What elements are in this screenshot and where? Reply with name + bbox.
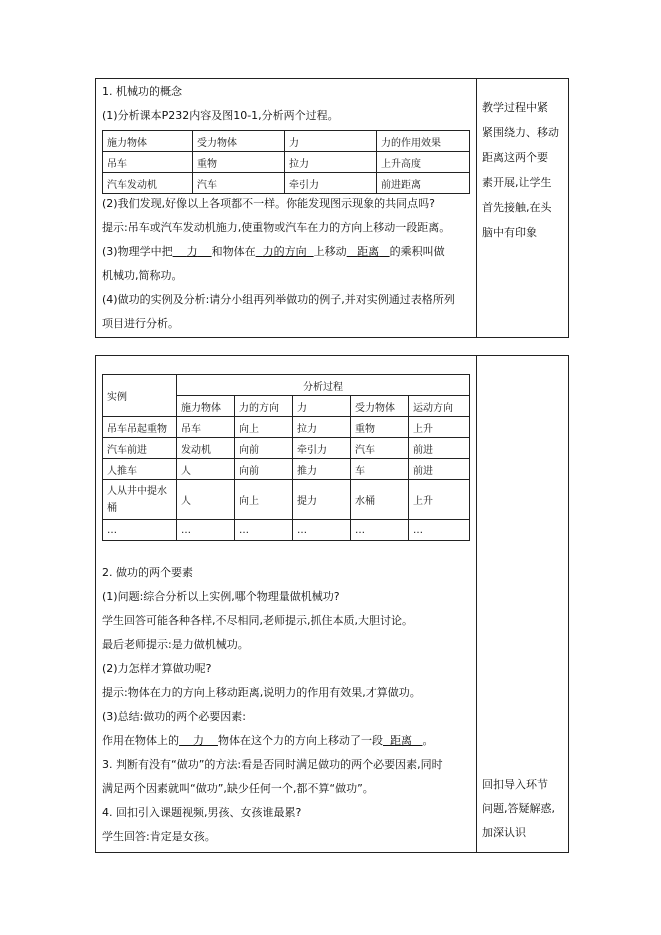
paragraph: 3. 判断有没有“做功”的方法:看是否同时满足做功的两个必要因素,同时 [102,758,443,771]
side-note-column [476,79,477,337]
paragraph: (3)总结:做功的两个必要因素: [102,710,246,723]
table-cell: 人 [177,459,235,480]
side-note-line: 紧围绕力、移动 [482,126,559,139]
paragraph: 提示:物体在力的方向上移动距离,说明力的作用有效果,才算做功。 [102,686,421,699]
table-cell: 上升 [409,480,470,520]
table-header-cell: 运动方向 [409,396,470,417]
table-cell: 重物 [193,152,285,173]
process-table [102,130,470,194]
cell-line: 人从井中提水 [107,485,167,497]
blank-answer [173,245,212,258]
table-row [103,459,470,480]
paragraph: (1)分析课本P232内容及图10-1,分析两个过程。 [102,109,339,122]
table-cell: 重物 [351,417,409,438]
table-cell: 汽车 [351,438,409,459]
side-note-line: 教学过程中紧 [482,101,548,114]
blank-answer [256,245,314,258]
table-header-cell: 力的作用效果 [377,131,470,152]
table-cell: 吊车 [177,417,235,438]
table-cell: 汽车 [193,173,285,194]
paragraph: 提示:吊车或汽车发动机施力,使重物或汽车在力的方向上移动一段距离。 [102,221,451,234]
text-span: 的乘积叫做 [389,245,445,258]
table-header-cell: 受力物体 [193,131,285,152]
table-cell: 车 [351,459,409,480]
analysis-table [102,374,470,541]
table-cell: 吊车吊起重物 [103,417,177,438]
side-note-line: 距离这两个要 [482,151,548,164]
blank-answer-text: 力的方向 [262,245,307,258]
paragraph: (2)力怎样才算做功呢? [102,662,212,675]
table-cell [103,480,177,520]
side-note-line: 问题,答疑解惑, [482,802,555,815]
table-row [103,152,470,173]
text-span: 上移动 [313,245,347,258]
table-cell: 上升高度 [377,152,470,173]
blank-answer [347,245,390,258]
section-heading: 2. 做功的两个要素 [102,566,193,579]
side-note-line: 脑中有印象 [482,226,537,239]
paragraph: 学生回答可能各种各样,不尽相同,老师提示,抓住本质,大胆讨论。 [102,614,413,627]
side-note-line: 回扣导入环节 [482,778,548,791]
table-cell: 发动机 [177,438,235,459]
lesson-box-2 [95,355,569,853]
table-row [103,480,470,520]
table-cell: 吊车 [103,152,193,173]
blank-answer-text: 距离 [390,734,412,747]
table-cell: 牵引力 [293,438,351,459]
table-header-cell: 实例 [103,375,177,417]
blank-answer [179,734,218,747]
side-note-line: 加深认识 [482,826,526,839]
table-cell: 向上 [235,417,293,438]
table-header-cell: 受力物体 [351,396,409,417]
table-cell: 拉力 [285,152,377,173]
table-header-cell: 力的方向 [235,396,293,417]
paragraph: (2)我们发现,好像以上各项都不一样。你能发现图示现象的共同点吗? [102,197,435,210]
table-cell: 前进 [409,459,470,480]
paragraph: (1)问题:综合分析以上实例,哪个物理量做机械功? [102,590,340,603]
table-cell: 上升 [409,417,470,438]
blank-answer-text: 距离 [357,245,380,258]
definition-line [102,245,445,259]
table-cell: … [235,520,293,541]
table-cell: 推力 [293,459,351,480]
side-note-line: 首先接触,在头 [482,201,552,214]
table-cell: … [409,520,470,541]
table-cell: … [351,520,409,541]
side-note-line: 素开展,让学生 [482,176,552,189]
text-span: 作用在物体上的 [102,734,179,747]
text-span: 物体在这个力的方向上移动了一段 [218,734,383,747]
section-heading: 1. 机械功的概念 [102,85,182,98]
table-cell: 汽车发动机 [103,173,193,194]
paragraph: 项目进行分析。 [102,317,179,330]
table-header-row [103,375,470,396]
table-header-cell: 施力物体 [177,396,235,417]
table-row [103,520,470,541]
table-cell: … [103,520,177,541]
text-span: 。 [422,734,434,747]
table-header-cell: 分析过程 [177,375,470,396]
paragraph: 机械功,简称功。 [102,269,183,282]
blank-answer-text: 力 [193,734,204,747]
summary-line [102,734,434,748]
table-header-cell: 力 [285,131,377,152]
table-header-cell: 施力物体 [103,131,193,152]
blank-answer [383,734,423,747]
table-cell: … [177,520,235,541]
paragraph: 4. 回扣引入课题视频,男孩、女孩谁最累? [102,806,302,819]
text-span: (3)物理学中把 [102,245,173,258]
lesson-box-1 [95,78,569,338]
table-cell: 汽车前进 [103,438,177,459]
table-cell: … [293,520,351,541]
table-cell: 向前 [235,459,293,480]
blank-answer-text: 力 [186,245,198,258]
table-header-cell: 力 [293,396,351,417]
text-span: 和物体在 [211,245,256,258]
table-cell: 拉力 [293,417,351,438]
table-row [103,417,470,438]
cell-line: 桶 [107,502,117,514]
paragraph: 最后老师提示:是力做机械功。 [102,638,249,651]
table-row [103,438,470,459]
table-row [103,173,470,194]
table-cell: 人 [177,480,235,520]
table-header-row [103,131,470,152]
paragraph: 满足两个因素就叫“做功”,缺少任何一个,都不算“做功”。 [102,782,374,795]
table-cell: 牵引力 [285,173,377,194]
paragraph: (4)做功的实例及分析:请分小组再列举做功的例子,并对实例通过表格所列 [102,293,455,306]
side-note-column [476,356,477,852]
table-cell: 前进 [409,438,470,459]
table-cell: 前进距离 [377,173,470,194]
table-cell: 水桶 [351,480,409,520]
paragraph: 学生回答:肯定是女孩。 [102,830,216,843]
table-cell: 人推车 [103,459,177,480]
table-cell: 向上 [235,480,293,520]
table-cell: 向前 [235,438,293,459]
table-cell: 提力 [293,480,351,520]
